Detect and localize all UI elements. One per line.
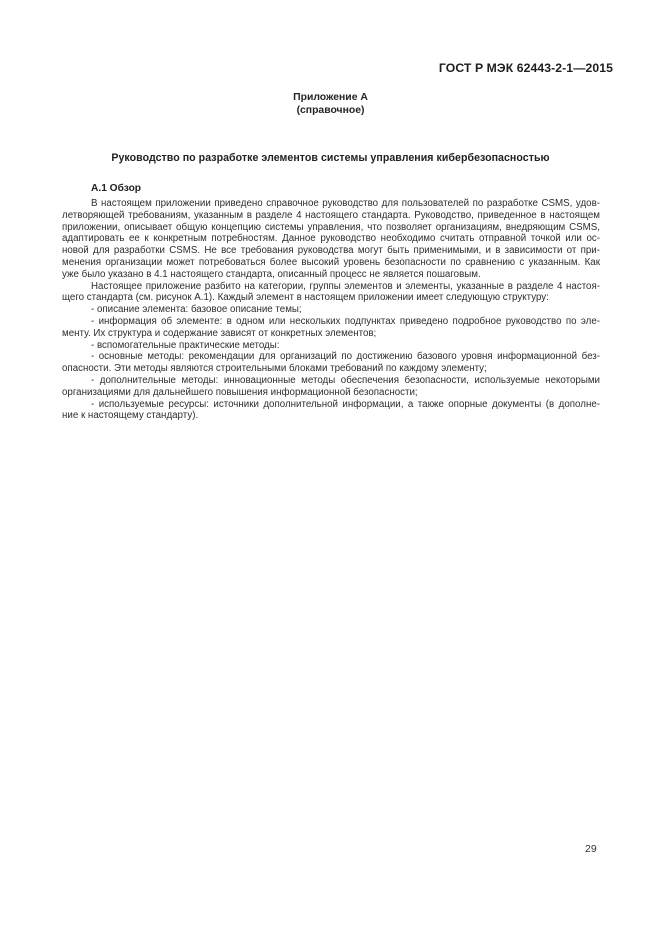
body-line: Настоящее приложение разбито на категории, группы элементов и элементы, указанные в разделе 4 настоя-: [91, 280, 600, 292]
body-line: уже было указано в 4.1 настоящего стандарта, описанный процесс не является пошаговым.: [62, 268, 481, 280]
body-line: менту. Их структура и содержание зависят от конкретных элементов;: [62, 327, 377, 339]
body-line: ние к настоящему стандарту).: [62, 410, 199, 422]
body-line: летворяющей требованиям, указанным в разделе 4 настоящего стандарта. Руководство, приведенное в настоящем: [62, 209, 600, 221]
body-line: адаптировать ее к конкретным потребностям. Данное руководство необходимо считать отправной точкой или ос-: [62, 233, 600, 245]
body-line: приложении, описывает общую концепцию системы управления, что позволяет организациям, внедряющим CSMS,: [62, 221, 600, 233]
body-line: - описание элемента: базовое описание темы;: [91, 304, 302, 316]
body-line: новой для разработки CSMS. Не все требования руководства могут быть применимыми, и в зависимости от при-: [62, 245, 600, 257]
page-number: 29: [585, 843, 597, 855]
body-line: щего стандарта (см. рисунок А.1). Каждый элемент в настоящем приложении имеет следующую структуру:: [62, 292, 549, 304]
body-line: - дополнительные методы: инновационные методы обеспечения безопасности, используемые некоторыми: [91, 374, 600, 386]
body-line: - информация об элементе: в одном или нескольких подпунктах приведено подробное руководство по эле-: [91, 315, 600, 327]
body-line: опасности. Эти методы являются строительными блоками требований по каждому элементу;: [62, 363, 487, 375]
body-line: менения организации может потребоваться более высокий уровень безопасности по сравнению с указанным. Как: [62, 256, 600, 268]
section-heading: А.1 Обзор: [91, 183, 142, 194]
annex-label: Приложение А: [293, 92, 368, 103]
body-line: В настоящем приложении приведено справочное руководство для пользователей по разработке CSMS, удов-: [91, 198, 600, 209]
standard-code-header: ГОСТ Р МЭК 62443-2-1—2015: [438, 61, 613, 75]
body-line: - используемые ресурсы: источники дополнительной информации, а также опорные документы (в дополне-: [91, 398, 600, 410]
body-line: организациями для дальнейшего повышения информационной безопасности;: [62, 386, 418, 398]
body-text: [62, 198, 600, 422]
body-line: - вспомогательные практические методы:: [91, 339, 280, 351]
body-line: - основные методы: рекомендации для организаций по достижению базового уровня информационной без-: [91, 351, 600, 363]
annex-heading: [0, 92, 661, 117]
annex-title: Руководство по разработке элементов системы управления кибербезопасностью: [111, 152, 550, 164]
annex-status: (справочное): [296, 104, 365, 116]
